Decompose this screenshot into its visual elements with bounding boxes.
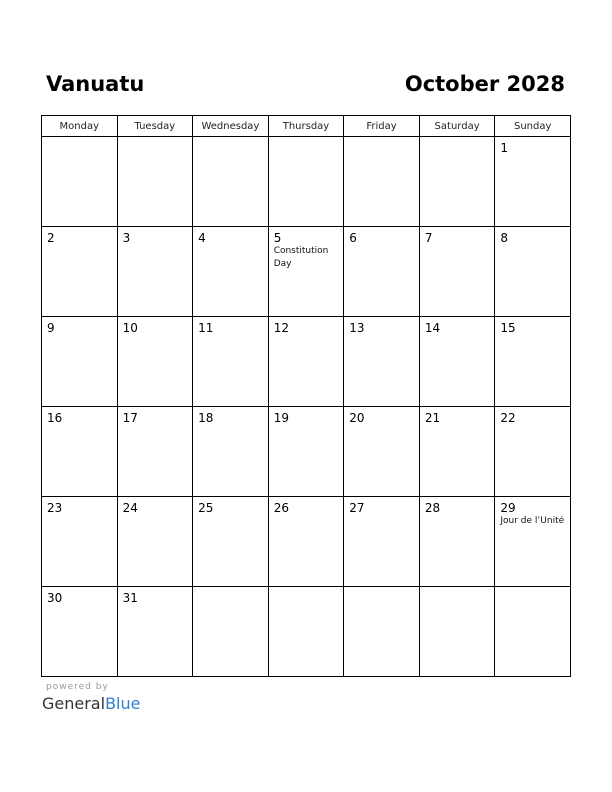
day-cell [193, 227, 269, 317]
day-cell [117, 407, 193, 497]
day-cell [42, 317, 118, 407]
day-cell [495, 587, 571, 677]
day-cell [193, 407, 269, 497]
logo-text-blue: Blue [105, 694, 141, 713]
day-number: 25 [198, 501, 214, 515]
day-cell [42, 227, 118, 317]
weekday-wednesday: Wednesday [193, 116, 269, 137]
day-cell [344, 317, 420, 407]
day-cell [419, 587, 495, 677]
day-number: 12 [273, 321, 289, 335]
day-number: 23 [47, 501, 63, 515]
day-number: 26 [273, 501, 289, 515]
day-number: 3 [122, 231, 131, 245]
week-row [42, 317, 571, 407]
holiday-label: Jour de l’Unité [500, 516, 565, 526]
day-number [344, 137, 419, 141]
day-cell [419, 497, 495, 587]
weekday-sunday: Sunday [495, 116, 571, 137]
day-cell [419, 137, 495, 227]
day-number [269, 587, 344, 591]
day-number [420, 587, 495, 591]
day-cell [344, 407, 420, 497]
day-cell [117, 227, 193, 317]
day-number [420, 137, 495, 141]
day-number: 8 [500, 231, 509, 245]
day-number: 5 [273, 231, 282, 245]
holiday-label: Constitution Day [273, 246, 329, 269]
day-cell [495, 497, 571, 587]
day-number: 27 [349, 501, 365, 515]
day-cell [268, 317, 344, 407]
day-number: 19 [273, 411, 289, 425]
day-cell [495, 407, 571, 497]
day-number [495, 587, 570, 591]
day-cell [117, 587, 193, 677]
powered-by-label: powered by [46, 682, 109, 692]
day-cell [42, 497, 118, 587]
day-cell [344, 227, 420, 317]
country-title: Vanuatu [46, 72, 145, 96]
day-cell [42, 407, 118, 497]
day-number: 24 [122, 501, 138, 515]
logo-text-general: General [42, 694, 106, 713]
day-number: 1 [500, 141, 509, 155]
day-cell [193, 317, 269, 407]
weekday-saturday: Saturday [419, 116, 495, 137]
day-cell [117, 317, 193, 407]
day-number: 29 [500, 501, 516, 515]
calendar-grid [41, 115, 571, 677]
day-number: 21 [424, 411, 441, 425]
day-number: 9 [47, 321, 55, 335]
weekday-thursday: Thursday [268, 116, 344, 137]
day-cell [193, 587, 269, 677]
day-number: 22 [500, 411, 516, 425]
day-number [344, 587, 419, 591]
day-cell [42, 137, 118, 227]
weekday-friday: Friday [344, 116, 420, 137]
day-cell [193, 497, 269, 587]
day-number: 2 [47, 231, 55, 245]
day-cell [344, 497, 420, 587]
week-row [42, 587, 571, 677]
day-number: 13 [349, 321, 365, 335]
day-number: 4 [198, 231, 206, 245]
day-number [193, 137, 268, 141]
day-cell [419, 227, 495, 317]
day-number: 31 [122, 591, 138, 605]
day-number: 15 [500, 321, 516, 335]
day-number [42, 137, 117, 141]
month-title: October 2028 [404, 72, 565, 96]
day-cell [117, 497, 193, 587]
weekday-tuesday: Tuesday [117, 116, 193, 137]
day-number [118, 137, 193, 141]
day-cell [42, 587, 118, 677]
week-row [42, 137, 571, 227]
day-cell [419, 407, 495, 497]
day-number: 14 [424, 321, 441, 335]
day-cell [268, 407, 344, 497]
weekday-header-row [42, 116, 571, 137]
day-cell [117, 137, 193, 227]
week-row [42, 497, 571, 587]
day-cell [495, 227, 571, 317]
day-number [193, 587, 268, 591]
day-cell [495, 137, 571, 227]
day-number: 28 [424, 501, 441, 515]
day-cell [495, 317, 571, 407]
day-number: 16 [47, 411, 63, 425]
day-number: 17 [122, 411, 138, 425]
day-number: 30 [47, 591, 63, 605]
day-cell [268, 587, 344, 677]
day-cell [268, 137, 344, 227]
day-number: 18 [198, 411, 214, 425]
day-number: 20 [349, 411, 365, 425]
day-cell [268, 497, 344, 587]
weekday-monday: Monday [42, 116, 118, 137]
week-row [42, 227, 571, 317]
generalblue-logo[interactable] [42, 694, 140, 714]
day-number: 6 [349, 231, 357, 245]
day-cell [268, 227, 344, 317]
day-cell [344, 587, 420, 677]
week-row [42, 407, 571, 497]
day-number: 7 [424, 231, 433, 245]
day-cell [344, 137, 420, 227]
day-number: 10 [122, 321, 138, 335]
day-number: 11 [198, 321, 214, 335]
day-cell [193, 137, 269, 227]
day-number [269, 137, 344, 141]
day-cell [419, 317, 495, 407]
